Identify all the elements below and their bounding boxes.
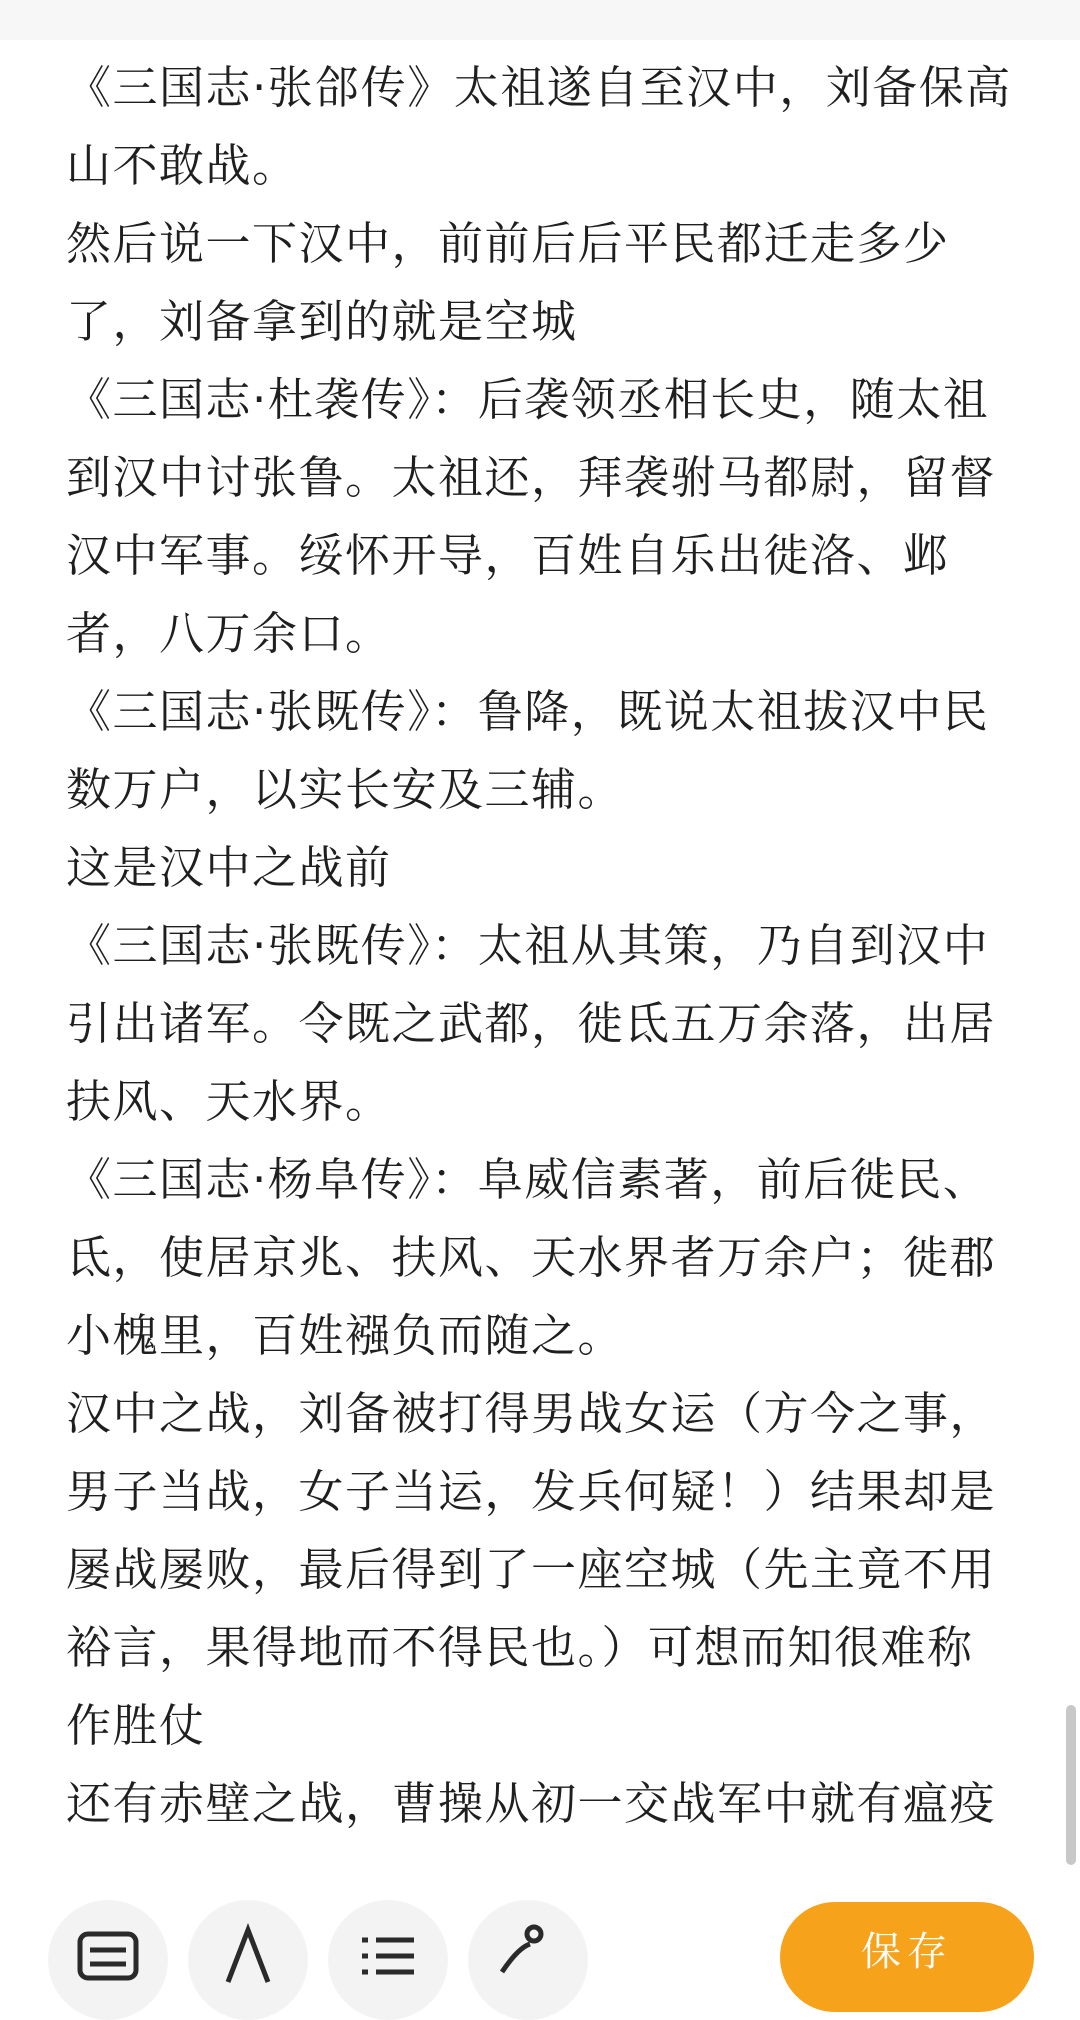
font-button[interactable] xyxy=(188,1900,308,2020)
paragraph: 《三国志·张既传》：太祖从其策，乃自到汉中引出诸军。令既之武都，徙氐五万余落，出居扶风、天水界。 xyxy=(66,919,997,1128)
paragraph: 《三国志·张郃传》太祖遂自至汉中，刘备保高山不敢战。 xyxy=(66,61,1012,192)
note-editor[interactable] xyxy=(0,40,1080,1872)
draw-icon xyxy=(468,1900,588,2020)
paragraph: 然后说一下汉中，前前后后平民都迁走多少了，刘备拿到的就是空城 xyxy=(66,217,950,348)
bottom-toolbar xyxy=(0,1872,1080,1975)
paragraph: 《三国志·张既传》：鲁降，既说太祖拔汉中民数万户，以实长安及三辅。 xyxy=(66,685,990,816)
status-strip xyxy=(0,0,1080,40)
keyboard-icon xyxy=(48,1900,168,2020)
keyboard-button[interactable] xyxy=(48,1900,168,2020)
save-button[interactable]: 保存 xyxy=(780,1902,1034,2012)
list-button[interactable] xyxy=(328,1900,448,2020)
paragraph: 《三国志·杨阜传》：阜威信素著，前后徙民、氐，使居京兆、扶风、天水界者万余户；徙郡小槐里，百姓襁负而随之。 xyxy=(66,1153,997,1362)
list-icon xyxy=(328,1900,448,2020)
paragraph: 汉中之战，刘备被打得男战女运（方今之事，男子当战，女子当运，发兵何疑！）结果却是屡战屡败，最后得到了一座空城（先主竟不用裕言，果得地而不得民也。）可想而知很难称作胜仗 xyxy=(66,1387,997,1752)
draw-button[interactable] xyxy=(468,1900,588,2020)
paragraph: 还有赤壁之战，曹操从初一交战军中就有瘟疫 xyxy=(66,1777,997,1830)
scrollbar-thumb[interactable] xyxy=(1066,1705,1076,1865)
paragraph: 《三国志·杜袭传》：后袭领丞相长史，随太祖到汉中讨张鲁。太祖还，拜袭驸马都尉，留督汉中军事。绥怀开导，百姓自乐出徙洛、邺者，八万余口。 xyxy=(66,373,997,660)
paragraph: 这是汉中之战前 xyxy=(66,841,392,894)
note-content[interactable] xyxy=(66,49,1016,1843)
font-icon xyxy=(188,1900,308,2020)
